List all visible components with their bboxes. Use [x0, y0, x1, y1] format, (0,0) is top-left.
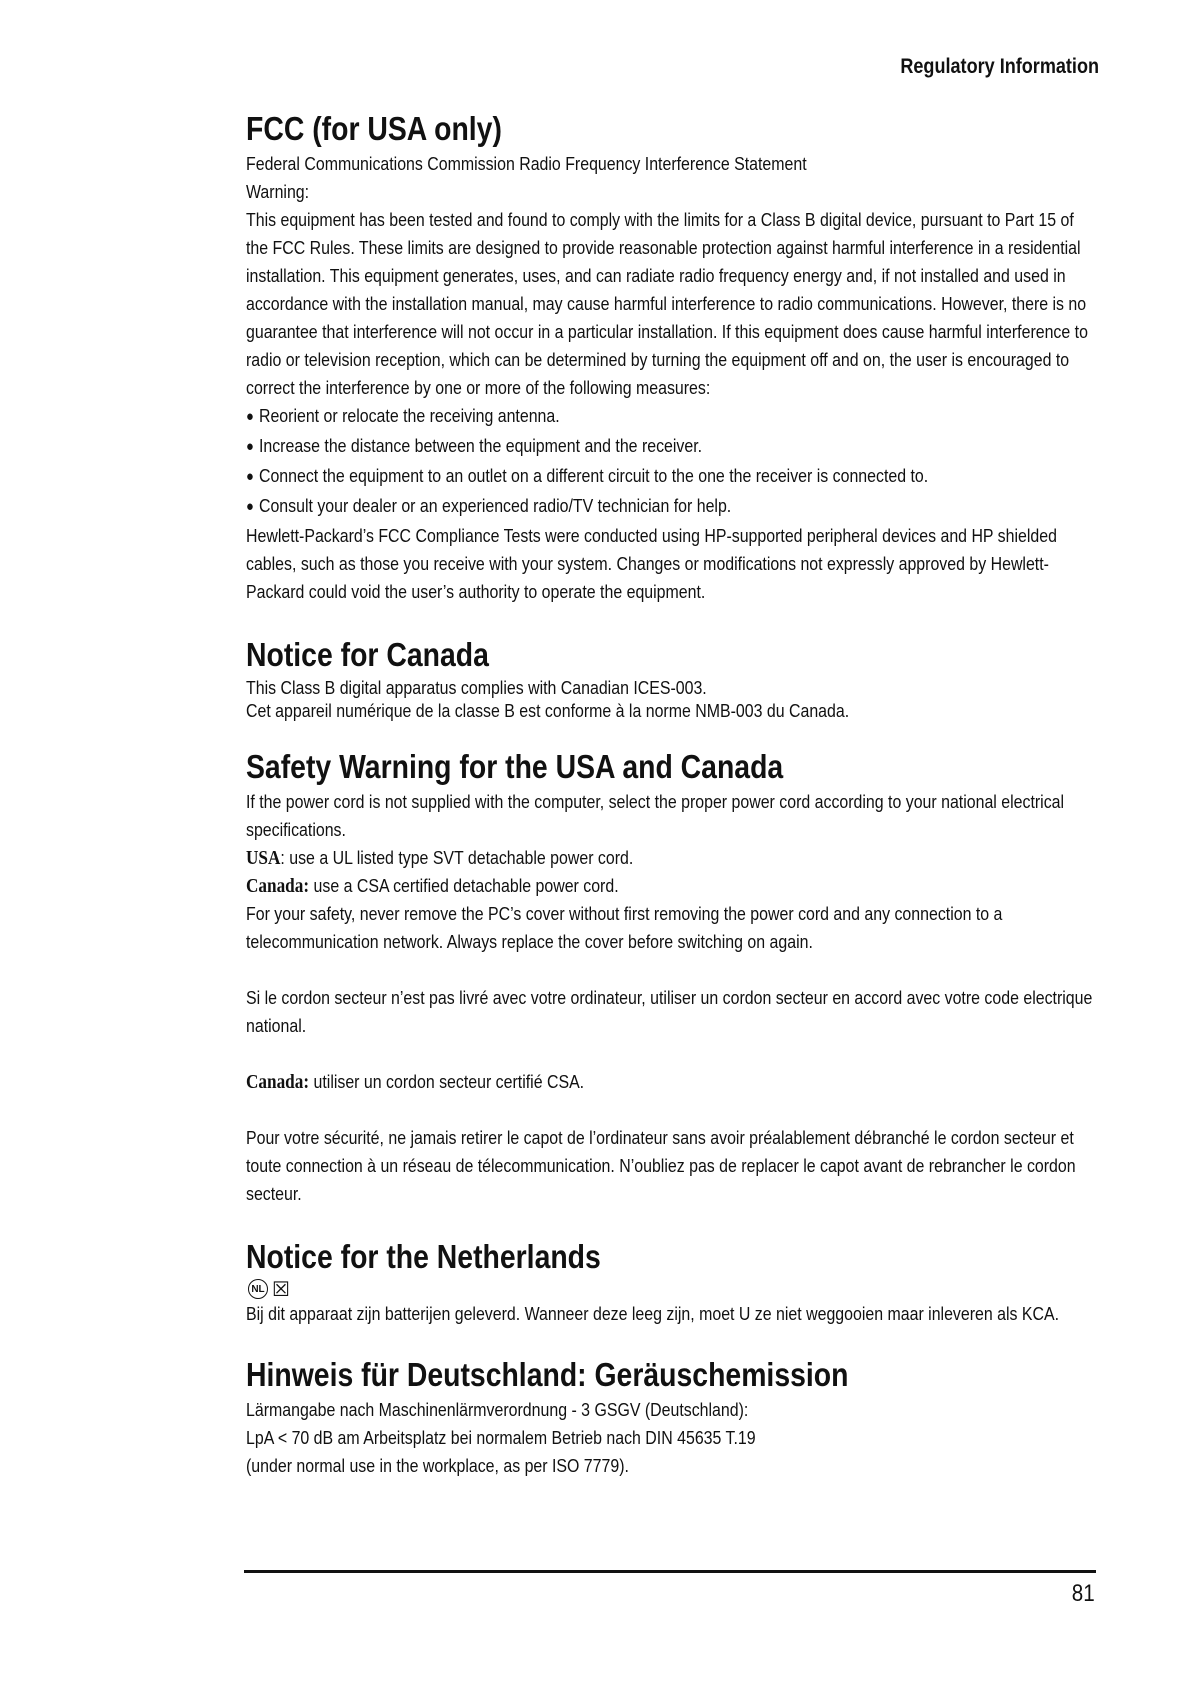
germany-section	[246, 1354, 1096, 1480]
canada-heading: Notice for Canada	[246, 636, 489, 673]
list-item: ● Increase the distance between the equipment and the receiver.	[246, 432, 1097, 462]
page-content	[246, 108, 1096, 1480]
germany-line: (under normal use in the workplace, as per ISO 7779).	[246, 1455, 629, 1476]
canada-text-fr: utiliser un cordon secteur certifié CSA.	[309, 1071, 585, 1092]
safety-usa-line	[246, 844, 1097, 872]
nl-mark-icon: NL	[248, 1279, 268, 1299]
list-item: ● Connect the equipment to an outlet on a different circuit to the one the receiver is connected to.	[246, 462, 1097, 492]
canada-label-fr: Canada:	[246, 1071, 310, 1093]
safety-canada-line-fr	[246, 1068, 1097, 1096]
fcc-body-paragraph: This equipment has been tested and found to comply with the limits for a Class B digital device, pursuant to Part 15 of the FCC Rules. These limits are designed to provide reasonable protection against harmful interference in a residential installation. This equipment generates, uses, and can radiate radio frequency energy and, if not installed and used in accordance with the installation manual, may cause harmful interference to radio communications. However, there is no guarantee that interference will not occur in a particular installation. If this equipment does cause harmful interference to radio or television reception, which can be determined by turning the equipment off and on, the user is encouraged to correct the interference by one or more of the following measures:	[246, 209, 1088, 398]
canada-text: use a CSA certified detachable power cord.	[309, 875, 619, 896]
germany-line: LpA < 70 dB am Arbeitsplatz bei normalem Betrieb nach DIN 45635 T.19	[246, 1427, 756, 1448]
germany-heading: Hinweis für Deutschland: Geräuschemission	[246, 1356, 849, 1393]
safety-cover-paragraph-fr: Pour votre sécurité, ne jamais retirer le capot de l’ordinateur sans avoir préalablement débranché le cordon secteur et toute connection à un réseau de télecommunication. N’oubliez pas de replacer le capot avant de rebrancher le cordon secteur.	[246, 1127, 1076, 1204]
footer-rule	[244, 1570, 1096, 1573]
list-item: ● Consult your dealer or an experienced radio/TV technician for help.	[246, 492, 1097, 522]
fcc-compliance-paragraph: Hewlett-Packard’s FCC Compliance Tests were conducted using HP-supported peripheral devices and HP shielded cables, such as those you receive with your system. Changes or modifications not expressly approved by Hewlett-Packard could void the user’s authority to operate the equipment.	[246, 525, 1057, 602]
page-number: 81	[1072, 1580, 1095, 1607]
canada-line-fr: Cet appareil numérique de la classe B est conforme à la norme NMB-003 du Canada.	[246, 700, 850, 721]
netherlands-text: Bij dit apparaat zijn batterijen geleverd. Wanneer deze leeg zijn, moet U ze niet weggooien maar inleveren als KCA.	[246, 1303, 1060, 1324]
germany-line: Lärmangabe nach Maschinenlärmverordnung - 3 GSGV (Deutschland):	[246, 1399, 749, 1420]
safety-heading: Safety Warning for the USA and Canada	[246, 748, 784, 785]
netherlands-heading: Notice for the Netherlands	[246, 1238, 601, 1275]
safety-paragraph: If the power cord is not supplied with the computer, select the proper power cord according to your national electrical specifications.	[246, 791, 1065, 840]
canada-line-en: This Class B digital apparatus complies with Canadian ICES-003.	[246, 677, 707, 698]
safety-paragraph-fr: Si le cordon secteur n’est pas livré avec votre ordinateur, utiliser un cordon secteur en accord avec votre code electrique national.	[246, 987, 1093, 1036]
fcc-heading: FCC (for USA only)	[246, 110, 502, 147]
usa-text: : use a UL listed type SVT detachable power cord.	[280, 847, 634, 868]
list-item: ● Reorient or relocate the receiving antenna.	[246, 402, 1097, 432]
fcc-section	[246, 108, 1096, 606]
safety-canada-line	[246, 872, 1097, 900]
netherlands-section	[246, 1236, 1096, 1328]
fcc-subtitle: Federal Communications Commission Radio Frequency Interference Statement	[246, 153, 807, 174]
running-header: Regulatory Information	[900, 55, 1099, 78]
safety-section	[246, 746, 1096, 1208]
crossed-bin-icon: ☒	[272, 1278, 290, 1301]
netherlands-symbols	[248, 1278, 1096, 1300]
fcc-warning-label: Warning:	[246, 181, 310, 202]
safety-cover-paragraph: For your safety, never remove the PC’s cover without first removing the power cord and any connection to a telecommunication network. Always replace the cover before switching on again.	[246, 903, 1003, 952]
canada-label: Canada:	[246, 875, 310, 897]
canada-section	[246, 634, 1096, 722]
usa-label: USA	[246, 847, 281, 869]
